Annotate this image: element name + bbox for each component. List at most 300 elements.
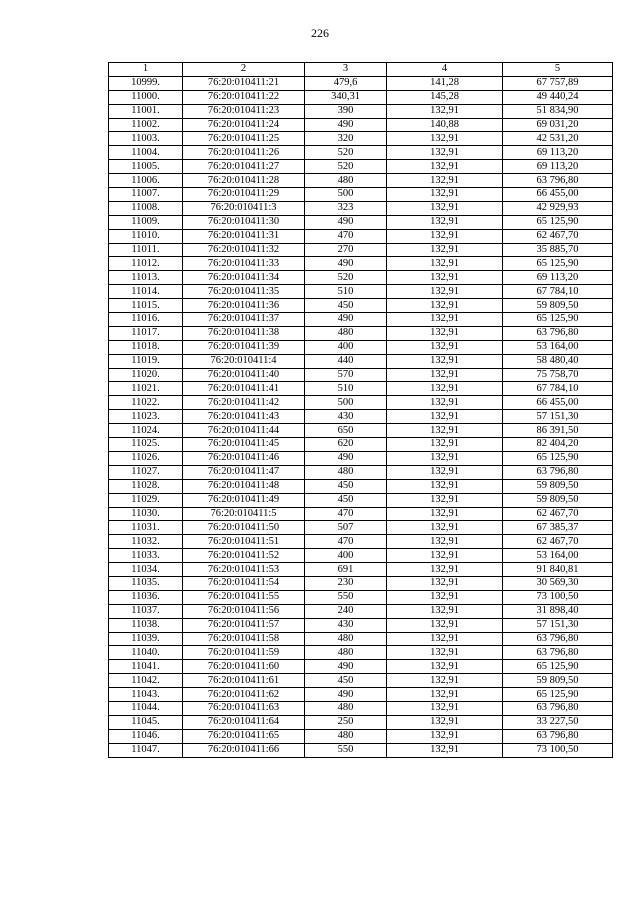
area-cell: 510 bbox=[305, 285, 387, 299]
area-cell: 440 bbox=[305, 354, 387, 368]
rate-cell: 132,91 bbox=[387, 438, 503, 452]
value-cell: 62 467,70 bbox=[503, 535, 613, 549]
row-number-cell: 11023. bbox=[109, 410, 183, 424]
cadastral-number-cell: 76:20:010411:63 bbox=[183, 701, 305, 715]
value-cell: 59 809,50 bbox=[503, 299, 613, 313]
table-row bbox=[109, 479, 613, 493]
table-row bbox=[109, 715, 613, 729]
value-cell: 57 151,30 bbox=[503, 618, 613, 632]
rate-cell: 132,91 bbox=[387, 340, 503, 354]
value-cell: 33 227,50 bbox=[503, 715, 613, 729]
row-number-cell: 11010. bbox=[109, 229, 183, 243]
area-cell: 470 bbox=[305, 507, 387, 521]
cadastral-number-cell: 76:20:010411:4 bbox=[183, 354, 305, 368]
table-row bbox=[109, 424, 613, 438]
row-number-cell: 11029. bbox=[109, 493, 183, 507]
rate-cell: 141,28 bbox=[387, 76, 503, 90]
cadastral-number-cell: 76:20:010411:5 bbox=[183, 507, 305, 521]
table-row bbox=[109, 160, 613, 174]
rate-cell: 132,91 bbox=[387, 257, 503, 271]
row-number-cell: 11032. bbox=[109, 535, 183, 549]
area-cell: 400 bbox=[305, 549, 387, 563]
cadastral-number-cell: 76:20:010411:59 bbox=[183, 646, 305, 660]
table-row bbox=[109, 688, 613, 702]
cadastral-number-cell: 76:20:010411:60 bbox=[183, 660, 305, 674]
value-cell: 63 796,80 bbox=[503, 632, 613, 646]
table-row bbox=[109, 201, 613, 215]
table-row bbox=[109, 660, 613, 674]
row-number-cell: 11013. bbox=[109, 271, 183, 285]
area-cell: 490 bbox=[305, 257, 387, 271]
row-number-cell: 11030. bbox=[109, 507, 183, 521]
table-row bbox=[109, 410, 613, 424]
rate-cell: 132,91 bbox=[387, 688, 503, 702]
table-row bbox=[109, 451, 613, 465]
cadastral-number-cell: 76:20:010411:36 bbox=[183, 299, 305, 313]
table-row bbox=[109, 507, 613, 521]
value-cell: 65 125,90 bbox=[503, 257, 613, 271]
rate-cell: 132,91 bbox=[387, 493, 503, 507]
row-number-cell: 10999. bbox=[109, 76, 183, 90]
area-cell: 500 bbox=[305, 396, 387, 410]
rate-cell: 132,91 bbox=[387, 396, 503, 410]
table-row bbox=[109, 576, 613, 590]
value-cell: 67 757,89 bbox=[503, 76, 613, 90]
value-cell: 66 455,00 bbox=[503, 188, 613, 202]
value-cell: 63 796,80 bbox=[503, 646, 613, 660]
row-number-cell: 11040. bbox=[109, 646, 183, 660]
table-row bbox=[109, 90, 613, 104]
cadastral-number-cell: 76:20:010411:44 bbox=[183, 424, 305, 438]
row-number-cell: 11024. bbox=[109, 424, 183, 438]
cadastral-number-cell: 76:20:010411:43 bbox=[183, 410, 305, 424]
area-cell: 430 bbox=[305, 618, 387, 632]
area-cell: 480 bbox=[305, 326, 387, 340]
value-cell: 35 885,70 bbox=[503, 243, 613, 257]
table-row bbox=[109, 257, 613, 271]
value-cell: 63 796,80 bbox=[503, 701, 613, 715]
rate-cell: 132,91 bbox=[387, 410, 503, 424]
row-number-cell: 11002. bbox=[109, 118, 183, 132]
area-cell: 480 bbox=[305, 729, 387, 743]
row-number-cell: 11016. bbox=[109, 313, 183, 327]
row-number-cell: 11044. bbox=[109, 701, 183, 715]
cadastral-number-cell: 76:20:010411:23 bbox=[183, 104, 305, 118]
area-cell: 470 bbox=[305, 535, 387, 549]
row-number-cell: 11037. bbox=[109, 604, 183, 618]
rate-cell: 132,91 bbox=[387, 590, 503, 604]
table-row bbox=[109, 549, 613, 563]
area-cell: 520 bbox=[305, 160, 387, 174]
row-number-cell: 11012. bbox=[109, 257, 183, 271]
table-row bbox=[109, 590, 613, 604]
area-cell: 520 bbox=[305, 146, 387, 160]
rate-cell: 132,91 bbox=[387, 229, 503, 243]
cadastral-number-cell: 76:20:010411:24 bbox=[183, 118, 305, 132]
cadastral-number-cell: 76:20:010411:50 bbox=[183, 521, 305, 535]
row-number-cell: 11009. bbox=[109, 215, 183, 229]
row-number-cell: 11003. bbox=[109, 132, 183, 146]
rate-cell: 132,91 bbox=[387, 285, 503, 299]
area-cell: 510 bbox=[305, 382, 387, 396]
cadastral-number-cell: 76:20:010411:3 bbox=[183, 201, 305, 215]
area-cell: 490 bbox=[305, 660, 387, 674]
area-cell: 480 bbox=[305, 632, 387, 646]
row-number-cell: 11039. bbox=[109, 632, 183, 646]
table-row bbox=[109, 563, 613, 577]
table-row bbox=[109, 340, 613, 354]
row-number-cell: 11043. bbox=[109, 688, 183, 702]
cadastral-number-cell: 76:20:010411:52 bbox=[183, 549, 305, 563]
area-cell: 340,31 bbox=[305, 90, 387, 104]
row-number-cell: 11046. bbox=[109, 729, 183, 743]
rate-cell: 132,91 bbox=[387, 674, 503, 688]
row-number-cell: 11020. bbox=[109, 368, 183, 382]
value-cell: 67 784,10 bbox=[503, 382, 613, 396]
column-header: 5 bbox=[503, 63, 613, 77]
value-cell: 65 125,90 bbox=[503, 451, 613, 465]
table-row bbox=[109, 674, 613, 688]
cadastral-number-cell: 76:20:010411:25 bbox=[183, 132, 305, 146]
cadastral-number-cell: 76:20:010411:31 bbox=[183, 229, 305, 243]
row-number-cell: 11038. bbox=[109, 618, 183, 632]
cadastral-number-cell: 76:20:010411:64 bbox=[183, 715, 305, 729]
row-number-cell: 11008. bbox=[109, 201, 183, 215]
row-number-cell: 11018. bbox=[109, 340, 183, 354]
cadastral-number-cell: 76:20:010411:46 bbox=[183, 451, 305, 465]
column-header: 4 bbox=[387, 63, 503, 77]
table-row bbox=[109, 271, 613, 285]
cadastral-number-cell: 76:20:010411:65 bbox=[183, 729, 305, 743]
area-cell: 480 bbox=[305, 646, 387, 660]
cadastral-number-cell: 76:20:010411:57 bbox=[183, 618, 305, 632]
rate-cell: 132,91 bbox=[387, 660, 503, 674]
area-cell: 507 bbox=[305, 521, 387, 535]
rate-cell: 132,91 bbox=[387, 701, 503, 715]
area-cell: 470 bbox=[305, 229, 387, 243]
cadastral-number-cell: 76:20:010411:32 bbox=[183, 243, 305, 257]
area-cell: 620 bbox=[305, 438, 387, 452]
column-header: 1 bbox=[109, 63, 183, 77]
area-cell: 480 bbox=[305, 701, 387, 715]
data-table bbox=[108, 62, 613, 758]
table-row bbox=[109, 118, 613, 132]
value-cell: 59 809,50 bbox=[503, 674, 613, 688]
row-number-cell: 11047. bbox=[109, 743, 183, 757]
row-number-cell: 11007. bbox=[109, 188, 183, 202]
table-row bbox=[109, 243, 613, 257]
value-cell: 59 809,50 bbox=[503, 479, 613, 493]
value-cell: 53 164,00 bbox=[503, 549, 613, 563]
table-row bbox=[109, 604, 613, 618]
value-cell: 62 467,70 bbox=[503, 229, 613, 243]
cadastral-number-cell: 76:20:010411:45 bbox=[183, 438, 305, 452]
area-cell: 490 bbox=[305, 215, 387, 229]
cadastral-number-cell: 76:20:010411:33 bbox=[183, 257, 305, 271]
value-cell: 30 569,30 bbox=[503, 576, 613, 590]
value-cell: 69 113,20 bbox=[503, 146, 613, 160]
rate-cell: 132,91 bbox=[387, 354, 503, 368]
row-number-cell: 11028. bbox=[109, 479, 183, 493]
area-cell: 650 bbox=[305, 424, 387, 438]
value-cell: 69 031,20 bbox=[503, 118, 613, 132]
value-cell: 82 404,20 bbox=[503, 438, 613, 452]
table-row bbox=[109, 354, 613, 368]
row-number-cell: 11027. bbox=[109, 465, 183, 479]
cadastral-number-cell: 76:20:010411:29 bbox=[183, 188, 305, 202]
table-row bbox=[109, 743, 613, 757]
rate-cell: 132,91 bbox=[387, 646, 503, 660]
rate-cell: 132,91 bbox=[387, 576, 503, 590]
page-number: 226 bbox=[311, 26, 329, 40]
table-row bbox=[109, 465, 613, 479]
row-number-cell: 11017. bbox=[109, 326, 183, 340]
table-row bbox=[109, 493, 613, 507]
area-cell: 550 bbox=[305, 743, 387, 757]
area-cell: 450 bbox=[305, 674, 387, 688]
value-cell: 67 784,10 bbox=[503, 285, 613, 299]
row-number-cell: 11004. bbox=[109, 146, 183, 160]
rate-cell: 132,91 bbox=[387, 271, 503, 285]
table-row bbox=[109, 646, 613, 660]
table-header-row bbox=[109, 63, 613, 77]
rate-cell: 140,88 bbox=[387, 118, 503, 132]
rate-cell: 132,91 bbox=[387, 201, 503, 215]
rate-cell: 132,91 bbox=[387, 132, 503, 146]
row-number-cell: 11022. bbox=[109, 396, 183, 410]
value-cell: 65 125,90 bbox=[503, 215, 613, 229]
area-cell: 240 bbox=[305, 604, 387, 618]
cadastral-number-cell: 76:20:010411:42 bbox=[183, 396, 305, 410]
value-cell: 53 164,00 bbox=[503, 340, 613, 354]
cadastral-number-cell: 76:20:010411:30 bbox=[183, 215, 305, 229]
row-number-cell: 11035. bbox=[109, 576, 183, 590]
rate-cell: 132,91 bbox=[387, 368, 503, 382]
area-cell: 480 bbox=[305, 465, 387, 479]
rate-cell: 132,91 bbox=[387, 535, 503, 549]
rate-cell: 132,91 bbox=[387, 313, 503, 327]
rate-cell: 132,91 bbox=[387, 563, 503, 577]
area-cell: 250 bbox=[305, 715, 387, 729]
row-number-cell: 11045. bbox=[109, 715, 183, 729]
row-number-cell: 11015. bbox=[109, 299, 183, 313]
area-cell: 270 bbox=[305, 243, 387, 257]
cadastral-number-cell: 76:20:010411:66 bbox=[183, 743, 305, 757]
rate-cell: 132,91 bbox=[387, 715, 503, 729]
table-row bbox=[109, 104, 613, 118]
row-number-cell: 11001. bbox=[109, 104, 183, 118]
area-cell: 400 bbox=[305, 340, 387, 354]
value-cell: 73 100,50 bbox=[503, 590, 613, 604]
row-number-cell: 11031. bbox=[109, 521, 183, 535]
rate-cell: 132,91 bbox=[387, 618, 503, 632]
table-row bbox=[109, 632, 613, 646]
rate-cell: 132,91 bbox=[387, 604, 503, 618]
row-number-cell: 11019. bbox=[109, 354, 183, 368]
table-row bbox=[109, 215, 613, 229]
table-row bbox=[109, 76, 613, 90]
rate-cell: 132,91 bbox=[387, 549, 503, 563]
table-row bbox=[109, 729, 613, 743]
cadastral-number-cell: 76:20:010411:53 bbox=[183, 563, 305, 577]
value-cell: 66 455,00 bbox=[503, 396, 613, 410]
area-cell: 430 bbox=[305, 410, 387, 424]
rate-cell: 132,91 bbox=[387, 729, 503, 743]
value-cell: 65 125,90 bbox=[503, 313, 613, 327]
value-cell: 63 796,80 bbox=[503, 326, 613, 340]
cadastral-number-cell: 76:20:010411:26 bbox=[183, 146, 305, 160]
table-row bbox=[109, 188, 613, 202]
rate-cell: 132,91 bbox=[387, 382, 503, 396]
row-number-cell: 11014. bbox=[109, 285, 183, 299]
area-cell: 320 bbox=[305, 132, 387, 146]
table-row bbox=[109, 313, 613, 327]
cadastral-number-cell: 76:20:010411:48 bbox=[183, 479, 305, 493]
area-cell: 490 bbox=[305, 118, 387, 132]
cadastral-number-cell: 76:20:010411:49 bbox=[183, 493, 305, 507]
value-cell: 63 796,80 bbox=[503, 174, 613, 188]
table-row bbox=[109, 132, 613, 146]
table-row bbox=[109, 701, 613, 715]
cadastral-number-cell: 76:20:010411:27 bbox=[183, 160, 305, 174]
value-cell: 59 809,50 bbox=[503, 493, 613, 507]
value-cell: 42 531,20 bbox=[503, 132, 613, 146]
table-row bbox=[109, 382, 613, 396]
value-cell: 58 480,40 bbox=[503, 354, 613, 368]
area-cell: 691 bbox=[305, 563, 387, 577]
area-cell: 490 bbox=[305, 313, 387, 327]
row-number-cell: 11021. bbox=[109, 382, 183, 396]
row-number-cell: 11026. bbox=[109, 451, 183, 465]
value-cell: 65 125,90 bbox=[503, 688, 613, 702]
cadastral-number-cell: 76:20:010411:61 bbox=[183, 674, 305, 688]
cadastral-number-cell: 76:20:010411:62 bbox=[183, 688, 305, 702]
rate-cell: 132,91 bbox=[387, 243, 503, 257]
cadastral-number-cell: 76:20:010411:37 bbox=[183, 313, 305, 327]
cadastral-number-cell: 76:20:010411:40 bbox=[183, 368, 305, 382]
column-header: 3 bbox=[305, 63, 387, 77]
table-row bbox=[109, 326, 613, 340]
cadastral-number-cell: 76:20:010411:56 bbox=[183, 604, 305, 618]
cadastral-number-cell: 76:20:010411:54 bbox=[183, 576, 305, 590]
cadastral-number-cell: 76:20:010411:39 bbox=[183, 340, 305, 354]
row-number-cell: 11042. bbox=[109, 674, 183, 688]
cadastral-number-cell: 76:20:010411:55 bbox=[183, 590, 305, 604]
rate-cell: 132,91 bbox=[387, 424, 503, 438]
rate-cell: 145,28 bbox=[387, 90, 503, 104]
table-row bbox=[109, 368, 613, 382]
area-cell: 490 bbox=[305, 451, 387, 465]
rate-cell: 132,91 bbox=[387, 632, 503, 646]
rate-cell: 132,91 bbox=[387, 479, 503, 493]
area-cell: 550 bbox=[305, 590, 387, 604]
rate-cell: 132,91 bbox=[387, 146, 503, 160]
area-cell: 520 bbox=[305, 271, 387, 285]
table-row bbox=[109, 229, 613, 243]
table-row bbox=[109, 618, 613, 632]
value-cell: 75 758,70 bbox=[503, 368, 613, 382]
table-row bbox=[109, 521, 613, 535]
row-number-cell: 11034. bbox=[109, 563, 183, 577]
table-row bbox=[109, 146, 613, 160]
table-row bbox=[109, 285, 613, 299]
value-cell: 73 100,50 bbox=[503, 743, 613, 757]
row-number-cell: 11041. bbox=[109, 660, 183, 674]
cadastral-number-cell: 76:20:010411:22 bbox=[183, 90, 305, 104]
rate-cell: 132,91 bbox=[387, 451, 503, 465]
area-cell: 323 bbox=[305, 201, 387, 215]
table-row bbox=[109, 299, 613, 313]
area-cell: 450 bbox=[305, 299, 387, 313]
table-row bbox=[109, 438, 613, 452]
value-cell: 69 113,20 bbox=[503, 271, 613, 285]
cadastral-number-cell: 76:20:010411:28 bbox=[183, 174, 305, 188]
cadastral-number-cell: 76:20:010411:35 bbox=[183, 285, 305, 299]
rate-cell: 132,91 bbox=[387, 299, 503, 313]
rate-cell: 132,91 bbox=[387, 160, 503, 174]
table-body bbox=[109, 76, 613, 757]
value-cell: 49 440,24 bbox=[503, 90, 613, 104]
value-cell: 63 796,80 bbox=[503, 729, 613, 743]
cadastral-number-cell: 76:20:010411:21 bbox=[183, 76, 305, 90]
area-cell: 570 bbox=[305, 368, 387, 382]
table-row bbox=[109, 535, 613, 549]
table-row bbox=[109, 174, 613, 188]
cadastral-number-cell: 76:20:010411:51 bbox=[183, 535, 305, 549]
value-cell: 31 898,40 bbox=[503, 604, 613, 618]
rate-cell: 132,91 bbox=[387, 174, 503, 188]
row-number-cell: 11005. bbox=[109, 160, 183, 174]
value-cell: 42 929,93 bbox=[503, 201, 613, 215]
value-cell: 69 113,20 bbox=[503, 160, 613, 174]
value-cell: 63 796,80 bbox=[503, 465, 613, 479]
rate-cell: 132,91 bbox=[387, 104, 503, 118]
rate-cell: 132,91 bbox=[387, 507, 503, 521]
value-cell: 65 125,90 bbox=[503, 660, 613, 674]
cadastral-number-cell: 76:20:010411:41 bbox=[183, 382, 305, 396]
table-row bbox=[109, 396, 613, 410]
value-cell: 86 391,50 bbox=[503, 424, 613, 438]
rate-cell: 132,91 bbox=[387, 743, 503, 757]
row-number-cell: 11006. bbox=[109, 174, 183, 188]
area-cell: 390 bbox=[305, 104, 387, 118]
area-cell: 490 bbox=[305, 688, 387, 702]
value-cell: 62 467,70 bbox=[503, 507, 613, 521]
row-number-cell: 11000. bbox=[109, 90, 183, 104]
cadastral-number-cell: 76:20:010411:58 bbox=[183, 632, 305, 646]
value-cell: 91 840,81 bbox=[503, 563, 613, 577]
value-cell: 57 151,30 bbox=[503, 410, 613, 424]
rate-cell: 132,91 bbox=[387, 215, 503, 229]
area-cell: 230 bbox=[305, 576, 387, 590]
value-cell: 67 385,37 bbox=[503, 521, 613, 535]
row-number-cell: 11033. bbox=[109, 549, 183, 563]
value-cell: 51 834,90 bbox=[503, 104, 613, 118]
area-cell: 450 bbox=[305, 493, 387, 507]
rate-cell: 132,91 bbox=[387, 521, 503, 535]
row-number-cell: 11025. bbox=[109, 438, 183, 452]
cadastral-number-cell: 76:20:010411:34 bbox=[183, 271, 305, 285]
column-header: 2 bbox=[183, 63, 305, 77]
area-cell: 500 bbox=[305, 188, 387, 202]
cadastral-number-cell: 76:20:010411:38 bbox=[183, 326, 305, 340]
row-number-cell: 11011. bbox=[109, 243, 183, 257]
area-cell: 479,6 bbox=[305, 76, 387, 90]
rate-cell: 132,91 bbox=[387, 188, 503, 202]
row-number-cell: 11036. bbox=[109, 590, 183, 604]
rate-cell: 132,91 bbox=[387, 326, 503, 340]
cadastral-number-cell: 76:20:010411:47 bbox=[183, 465, 305, 479]
